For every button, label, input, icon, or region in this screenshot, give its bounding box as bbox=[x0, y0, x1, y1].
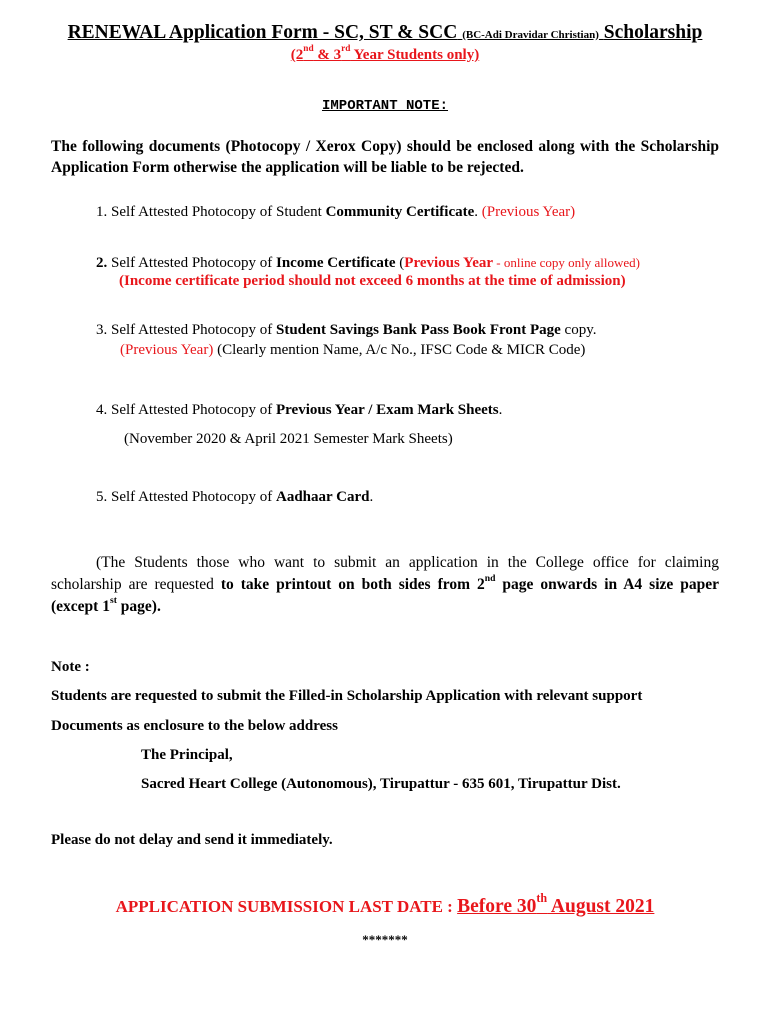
title-main: RENEWAL Application Form - SC, ST & SCC bbox=[67, 22, 458, 43]
item-bold-text: Income Certificate bbox=[276, 255, 396, 271]
page-subtitle bbox=[0, 44, 770, 64]
title-small: (BC-Adi Dravidar Christian) bbox=[462, 29, 599, 41]
subtitle-sup: rd bbox=[341, 44, 351, 55]
address-line-2: Sacred Heart College (Autonomous), Tirupattur - 635 601, Tirupattur Dist. bbox=[141, 776, 621, 792]
subtitle-sup: nd bbox=[303, 44, 314, 55]
item-text: ( bbox=[395, 255, 405, 271]
item-number: 3. bbox=[96, 322, 108, 338]
deadline-date-text: Before 30 bbox=[457, 896, 537, 917]
note-line-1: Students are requested to submit the Filled-in Scholarship Application with relevant support bbox=[51, 688, 643, 704]
deadline-date-text: August 2021 bbox=[547, 896, 655, 917]
item-text: Self Attested Photocopy of bbox=[107, 489, 276, 505]
deadline-label: APPLICATION SUBMISSION LAST DATE : bbox=[115, 897, 458, 916]
printout-sup: nd bbox=[484, 572, 496, 584]
item-red-text: (Previous Year) bbox=[120, 342, 214, 358]
document-item-5 bbox=[96, 487, 373, 507]
item-number: 4. bbox=[96, 402, 108, 418]
note-label: Note : bbox=[51, 659, 90, 675]
item-number: 2. bbox=[96, 255, 108, 271]
subtitle-part: & 3 bbox=[313, 47, 342, 63]
document-item-4 bbox=[96, 400, 502, 420]
printout-bold-text: to take printout on both sides from 2 bbox=[220, 576, 485, 593]
item-text: Self Attested Photocopy of bbox=[107, 255, 276, 271]
item-text: . bbox=[498, 402, 503, 418]
item-text: Self Attested Photocopy of bbox=[107, 402, 276, 418]
item-red-text: - online copy only allowed) bbox=[493, 255, 640, 270]
item-text: . bbox=[474, 204, 482, 220]
deadline-date-sup: th bbox=[536, 891, 548, 906]
item-bold-text: Previous Year / Exam Mark Sheets bbox=[276, 402, 499, 418]
item-bold-text: Student Savings Bank Pass Book Front Page bbox=[276, 322, 561, 338]
printout-text: (The Students those who want to submit an application in the College office for claiming scholarship are requested bbox=[51, 554, 719, 593]
document-item-3 bbox=[96, 320, 596, 340]
address-line-1: The Principal, bbox=[141, 747, 233, 763]
important-note-intro: The following documents (Photocopy / Xerox Copy) should be enclosed along with the Scholarship Application Form otherwise the application will be liable to be rejected. bbox=[51, 138, 719, 176]
item-number: 1. bbox=[96, 204, 108, 220]
end-marker: ******* bbox=[362, 932, 408, 947]
important-note-heading: IMPORTANT NOTE: bbox=[321, 98, 449, 114]
item-number: 5. bbox=[96, 489, 108, 505]
document-item-1 bbox=[96, 202, 575, 222]
printout-instructions bbox=[51, 552, 719, 618]
title-end: Scholarship bbox=[603, 22, 703, 43]
closing-statement: Please do not delay and send it immediately. bbox=[51, 832, 333, 848]
item-text: . bbox=[369, 489, 374, 505]
item-text: Self Attested Photocopy of bbox=[107, 322, 276, 338]
item-red-text: Previous Year bbox=[404, 255, 494, 271]
item-bold-text: Community Certificate bbox=[325, 204, 475, 220]
item-bold-text: Aadhaar Card bbox=[276, 489, 370, 505]
deadline-date bbox=[457, 891, 655, 917]
document-item-4-detail: (November 2020 & April 2021 Semester Mark Sheets) bbox=[124, 431, 453, 447]
printout-sup: st bbox=[109, 594, 117, 606]
item-text: Self Attested Photocopy of Student bbox=[107, 204, 326, 220]
note-line-2: Documents as enclosure to the below address bbox=[51, 718, 338, 734]
income-certificate-note: (Income certificate period should not exceed 6 months at the time of admission) bbox=[119, 273, 626, 289]
item-red-text: (Previous Year) bbox=[481, 204, 576, 220]
printout-bold-text: page). bbox=[116, 598, 161, 615]
document-item-3-detail bbox=[120, 340, 585, 360]
subtitle-part: Year Students only) bbox=[350, 47, 480, 63]
page-title bbox=[0, 22, 770, 44]
subtitle-part: (2 bbox=[290, 47, 304, 63]
item-text: (Clearly mention Name, A/c No., IFSC Code & MICR Code) bbox=[213, 342, 586, 358]
item-text: copy. bbox=[560, 322, 597, 338]
submission-deadline bbox=[0, 891, 770, 918]
document-item-2 bbox=[96, 253, 640, 273]
printout-bold-text: page onwards in A4 size paper (except 1 bbox=[51, 576, 719, 615]
